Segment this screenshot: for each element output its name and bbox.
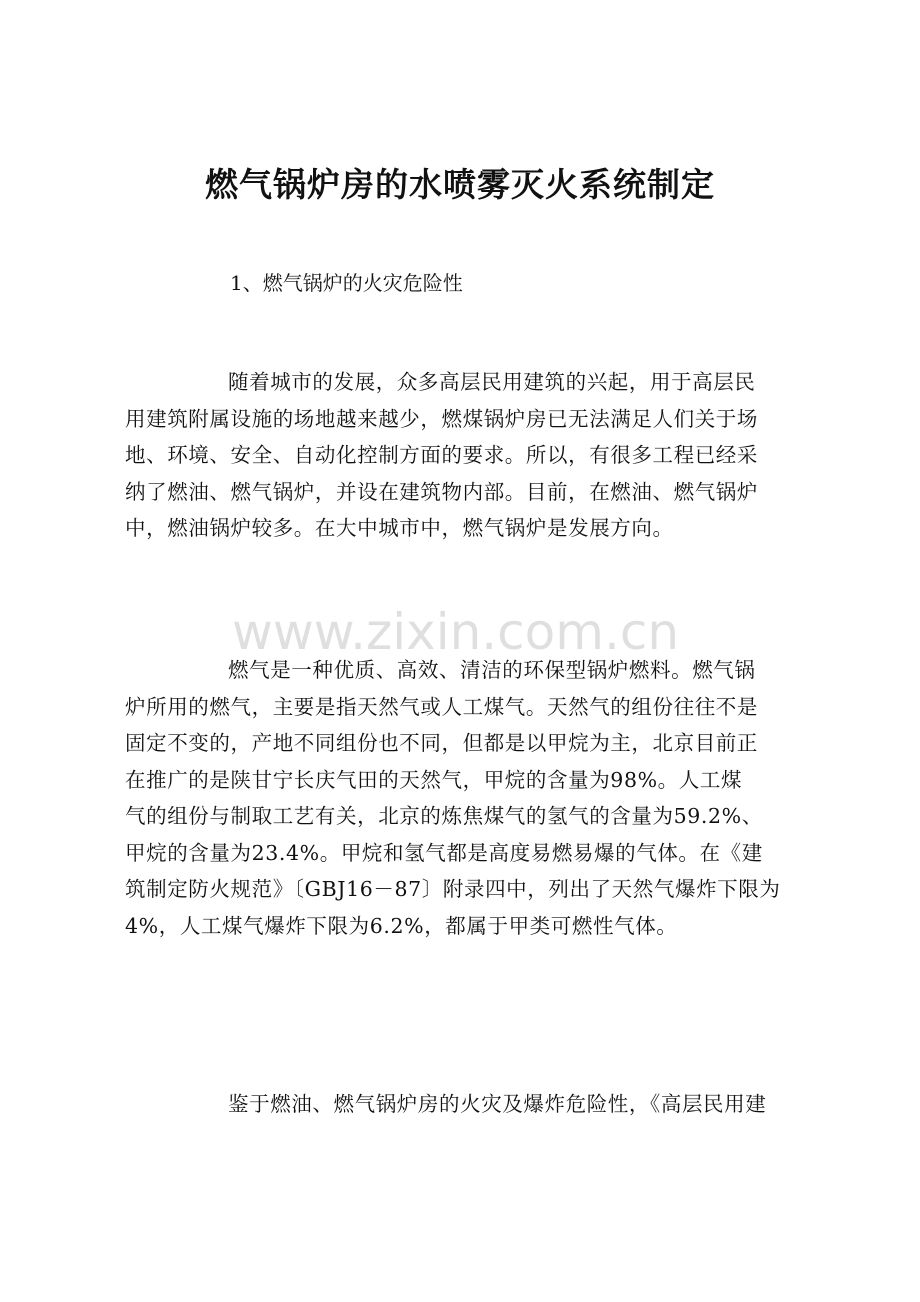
- section-heading: 1、燃气锅炉的火灾危险性: [230, 271, 463, 295]
- paragraph-line: 固定不变的，产地不同组份也不同，但都是以甲烷为主，北京目前正: [125, 731, 758, 755]
- paragraph-line: 甲烷的含量为23.4%。甲烷和氢气都是高度易燃易爆的气体。在《建: [125, 840, 763, 865]
- paragraph-line: 4%，人工煤气爆炸下限为6.2%，都属于甲类可燃性气体。: [125, 913, 678, 938]
- paragraph-regulation: [125, 1086, 825, 1123]
- paragraph-line: 中，燃油锅炉较多。在大中城市中，燃气锅炉是发展方向。: [125, 516, 674, 540]
- watermark: www.zixin.com.cn: [232, 603, 680, 661]
- page-title: 燃气锅炉房的水喷雾灭火系统制定: [205, 165, 715, 204]
- paragraph-line: 筑制定防火规范》〔GBJ16－87〕附录四中，列出了天然气爆炸下限为: [125, 877, 781, 901]
- paragraph-line: 鉴于燃油、燃气锅炉房的火灾及爆炸危险性，《高层民用建: [228, 1092, 767, 1116]
- paragraph-gas-fuel: [125, 652, 825, 944]
- paragraph-line: 燃气是一种优质、高效、清洁的环保型锅炉燃料。燃气锅: [228, 658, 756, 682]
- paragraph-line: 随着城市的发展，众多高层民用建筑的兴起，用于高层民: [228, 370, 756, 394]
- paragraph-line: 用建筑附属设施的场地越来越少，燃煤锅炉房已无法满足人们关于场: [125, 406, 758, 431]
- paragraph-line: 在推广的是陕甘宁长庆气田的天然气，甲烷的含量为98%。人工煤: [125, 767, 743, 792]
- paragraph-line: 地、环境、安全、自动化控制方面的要求。所以，有很多工程已经采: [125, 443, 758, 467]
- paragraph-line: 纳了燃油、燃气锅炉，并设在建筑物内部。目前，在燃油、燃气锅炉: [125, 479, 758, 504]
- paragraph-line: 炉所用的燃气，主要是指天然气或人工煤气。天然气的组份往往不是: [125, 694, 758, 719]
- paragraph-development: [125, 364, 825, 547]
- paragraph-line: 气的组份与制取工艺有关，北京的炼焦煤气的氢气的含量为59.2%、: [125, 804, 763, 828]
